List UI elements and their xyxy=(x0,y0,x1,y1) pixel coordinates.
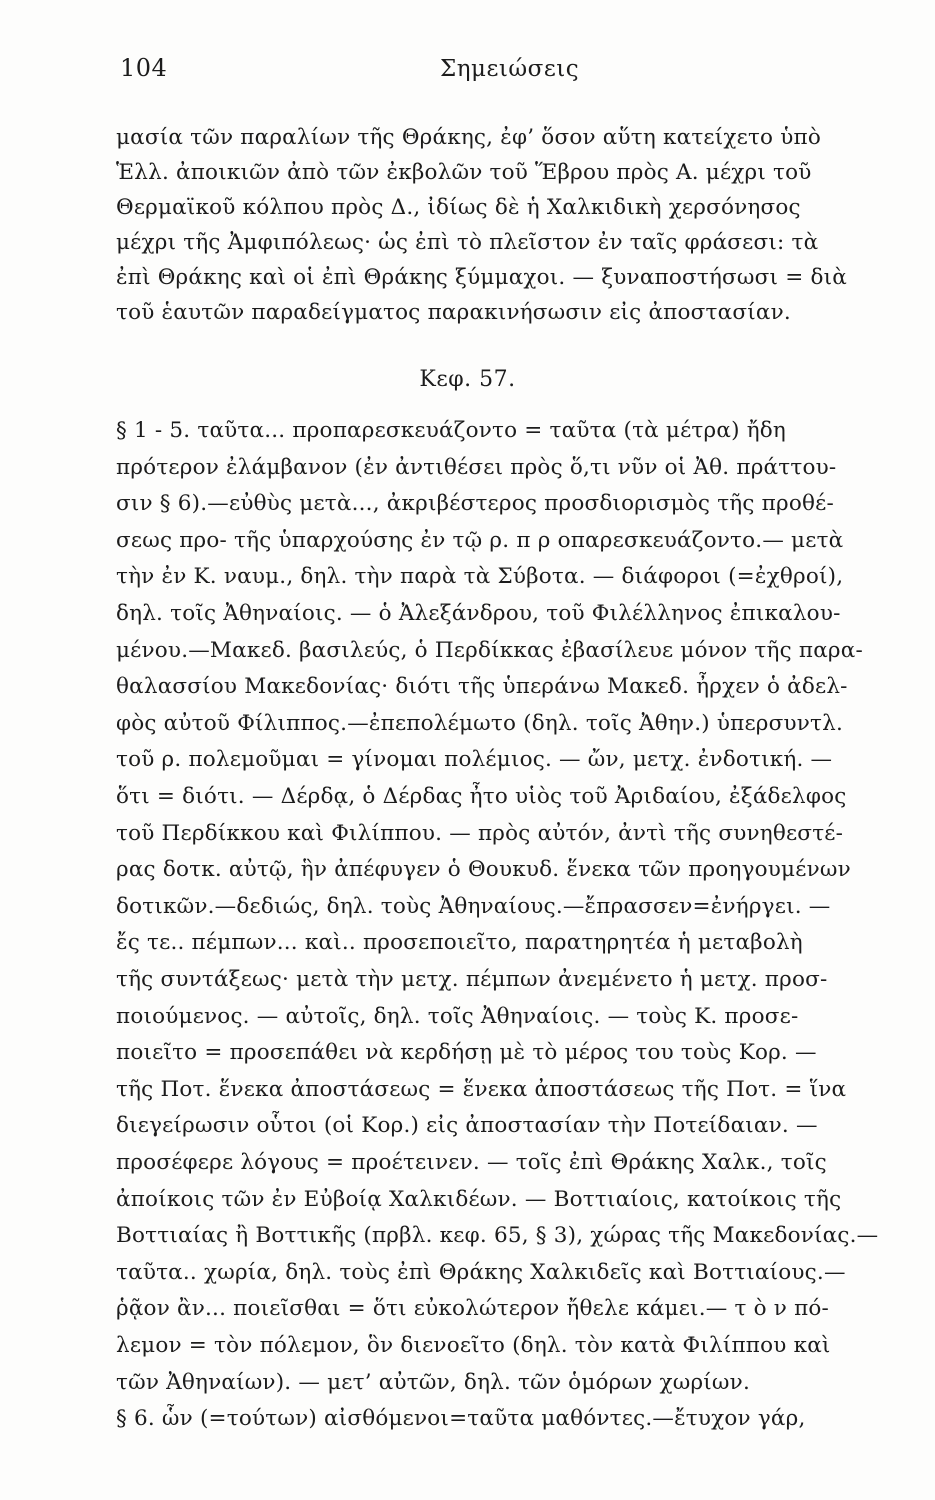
text-line: ῥᾷον ἂν... ποιεῖσθαι = ὅτι εὐκολώτερον ἤθελε κάμει.— τ ὸ ν πό- xyxy=(116,1296,830,1322)
text-line: ταῦτα.. χωρία, δηλ. τοὺς ἐπὶ Θράκης Χαλκιδεῖς καὶ Βοττιαίους.— xyxy=(116,1259,846,1285)
text-line: § 6. ὧν (=τούτων) αἰσθόμενοι=ταῦτα μαθόντες.—ἔτυχον γάρ, xyxy=(116,1406,806,1432)
text-line: τῶν Ἀθηναίων). — μετ’ αὐτῶν, δηλ. τῶν ὁμόρων χωρίων. xyxy=(116,1369,750,1395)
text-line: δοτικῶν.—δεδιώς, δηλ. τοὺς Ἀθηναίους.—ἔπρασσεν=ἐνήργει. — xyxy=(116,893,831,919)
text-line: ποιούμενος. — αὐτοῖς, δηλ. τοῖς Ἀθηναίοις. — τοὺς Κ. προσε- xyxy=(116,1003,799,1029)
text-line: πρότερον ἐλάμβανον (ἐν ἀντιθέσει πρὸς ὅ,τι νῦν οἱ Ἀθ. πράττου- xyxy=(116,454,837,480)
page-number: 104 xyxy=(120,54,168,82)
text-line: τοῦ Περδίκκου καὶ Φιλίππου. — πρὸς αὐτόν, ἀντὶ τῆς συνηθεστέ- xyxy=(116,820,844,846)
text-line: λεμον = τὸν πόλεμον, ὃν διενοεῖτο (δηλ. τὸν κατὰ Φιλίππου καὶ xyxy=(116,1333,831,1358)
text-line: ἐπὶ Θράκης καὶ οἱ ἐπὶ Θράκης ξύμμαχοι. — ξυναποστήσωσι = διὰ xyxy=(116,265,847,290)
text-line: μένου.—Μακεδ. βασιλεύς, ὁ Περδίκκας ἐβασίλευε μόνον τῆς παρα- xyxy=(116,637,863,663)
text-line: τῆς Ποτ. ἕνεκα ἀποστάσεως = ἕνεκα ἀποστάσεως τῆς Ποτ. = ἵνα xyxy=(116,1076,847,1102)
text-line: φὸς αὐτοῦ Φίλιππος.—ἐπεπολέμωτο (δηλ. τοῖς Ἀθην.) ὑπερσυντλ. xyxy=(116,710,844,736)
text-line: δηλ. τοῖς Ἀθηναίοις. — ὁ Ἀλεξάνδρου, τοῦ Φιλέλληνος ἐπικαλου- xyxy=(116,601,841,626)
text-line: ἔς τε.. πέμπων... καὶ.. προσεποιεῖτο, παρατηρητέα ἡ μεταβολὴ xyxy=(116,930,803,956)
text-line: ὅτι = διότι. — Δέρδᾳ, ὁ Δέρδας ἦτο υἱὸς τοῦ Ἀριδαίου, ἐξάδελφος xyxy=(116,784,847,809)
text-line: Βοττιαίας ἢ Βοττικῆς (πρβλ. κεφ. 65, § 3), χώρας τῆς Μακεδονίας.— xyxy=(116,1223,879,1249)
text-line: διεγείρωσιν οὗτοι (οἱ Κορ.) εἰς ἀποστασίαν τὴν Ποτείδαιαν. — xyxy=(116,1113,818,1139)
text-line: § 1 - 5. ταῦτα... προπαρεσκευάζοντο = ταῦτα (τὰ μέτρα) ἤδη xyxy=(116,418,787,443)
text-line: Ἑλλ. ἀποικιῶν ἀπὸ τῶν ἐκβολῶν τοῦ Ἕβρου πρὸς Α. μέχρι τοῦ xyxy=(116,160,812,185)
text-line: σιν § 6).—εὐθὺς μετὰ..., ἀκριβέστερος προσδιορισμὸς τῆς προθέ- xyxy=(116,491,834,517)
chapter-heading: Κεφ. 57. xyxy=(419,367,516,392)
text-line: τοῦ ρ. πολεμοῦμαι = γίνομαι πολέμιος. — ὤν, μετχ. ἐνδοτική. — xyxy=(116,747,833,773)
text-line: τῆς συντάξεως· μετὰ τὴν μετχ. πέμπων ἀνεμένετο ἡ μετχ. προσ- xyxy=(116,967,828,992)
text-line: Θερμαϊκοῦ κόλπου πρὸς Δ., ἰδίως δὲ ἡ Χαλκιδικὴ χερσόνησος xyxy=(116,195,801,220)
running-title: Σημειώσεις xyxy=(440,56,580,82)
text-line: προσέφερε λόγους = προέτεινεν. — τοῖς ἐπὶ Θράκης Χαλκ., τοῖς xyxy=(116,1150,827,1175)
text-line: θαλασσίου Μακεδονίας· διότι τῆς ὑπεράνω Μακεδ. ἦρχεν ὁ ἀδελ- xyxy=(116,674,848,700)
text-line: τοῦ ἑαυτῶν παραδείγματος παρακινήσωσιν εἰς ἀποστασίαν. xyxy=(116,300,791,325)
text-line: μασία τῶν παραλίων τῆς Θράκης, ἐφ’ ὅσον αὕτη κατείχετο ὑπὸ xyxy=(116,125,821,150)
text-line: μέχρι τῆς Ἀμφιπόλεως· ὡς ἐπὶ τὸ πλεῖστον ἐν ταῖς φράσεσι: τὰ xyxy=(116,230,819,255)
text-line: ρας δοτκ. αὐτῷ, ἣν ἀπέφυγεν ὁ Θουκυδ. ἕνεκα τῶν προηγουμένων xyxy=(116,857,851,883)
text-line: ποιεῖτο = προσεπάθει νὰ κερδήσῃ μὲ τὸ μέρος του τοὺς Κορ. — xyxy=(116,1040,817,1066)
text-line: σεως προ- τῆς ὑπαρχούσης ἐν τῷ ρ. π ρ οπαρεσκευάζοντο.— μετὰ xyxy=(116,527,844,553)
text-line: ἀποίκοις τῶν ἐν Εὐβοίᾳ Χαλκιδέων. — Βοττιαίοις, κατοίκοις τῆς xyxy=(116,1186,842,1212)
text-line: τὴν ἐν Κ. ναυμ., δηλ. τὴν παρὰ τὰ Σύβοτα. — διάφοροι (=ἐχθροί), xyxy=(116,564,844,590)
